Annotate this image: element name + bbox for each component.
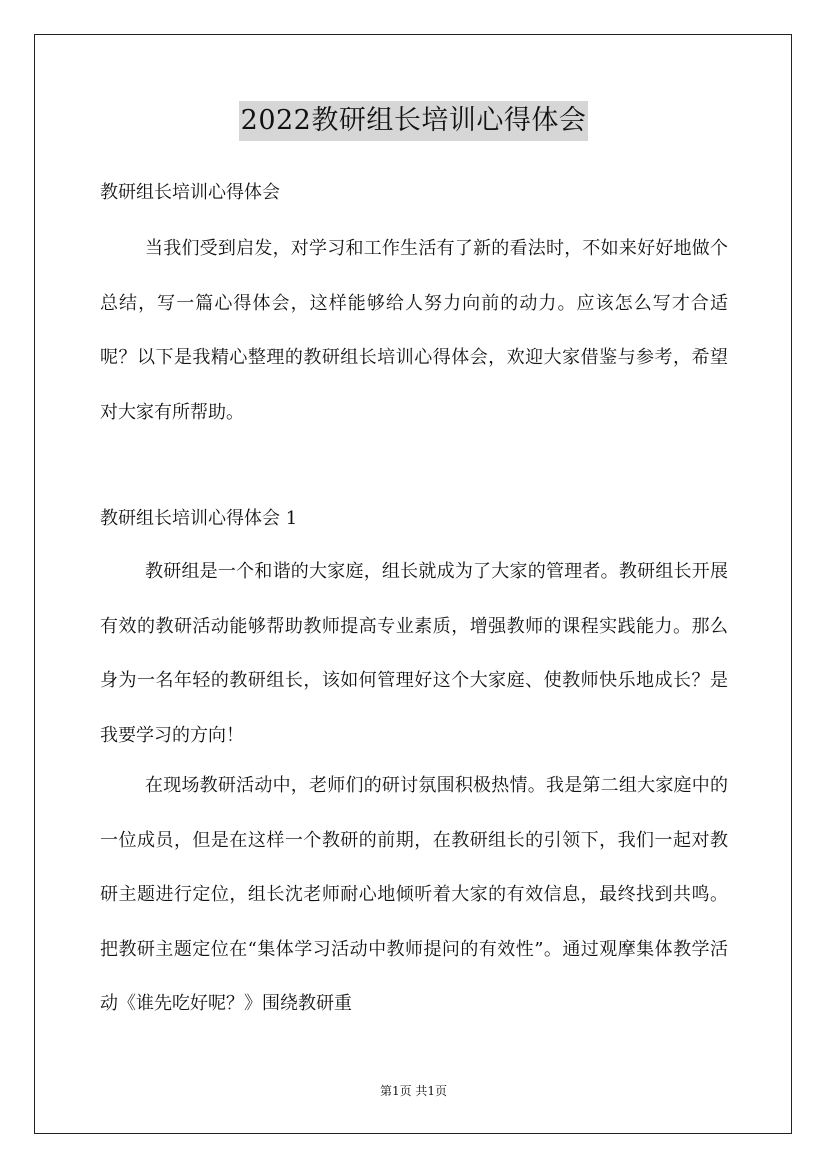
page-footer: 第1页 共1页 bbox=[379, 1084, 448, 1098]
document-title: 2022教研组长培训心得体会 bbox=[239, 101, 589, 141]
title-container bbox=[0, 101, 827, 141]
section-paragraph-1: 教研组是一个和谐的大家庭，组长就成为了大家的管理者。教研组长开展有效的教研活动能够帮助教师提高专业素质，增强教师的课程实践能力。那么身为一名年轻的教研组长，该如何管理好这个大家庭、使教师快乐地成长？是我要学习的方向！ bbox=[100, 561, 728, 746]
intro-paragraph: 当我们受到启发，对学习和工作生活有了新的看法时，不如来好好地做个总结，写一篇心得体会，这样能够给人努力向前的动力。应该怎么写才合适呢？以下是我精心整理的教研组长培训心得体会，欢迎大家借鉴与参考，希望对大家有所帮助。 bbox=[100, 238, 728, 423]
section-paragraph-2: 在现场教研活动中，老师们的研讨氛围积极热情。我是第二组大家庭中的一位成员，但是在这样一个教研的前期，在教研组长的引领下，我们一起对教研主题进行定位，组长沈老师耐心地倾听着大家的有效信息，最终找到共鸣。把教研主题定位在“集体学习活动中教师提问的有效性”。通过观摩集体教学活动《谁先吃好呢？》围绕教研重 bbox=[100, 775, 728, 1014]
intro-heading: 教研组长培训心得体会 bbox=[100, 182, 280, 203]
section-heading: 教研组长培训心得体会 1 bbox=[100, 508, 298, 529]
